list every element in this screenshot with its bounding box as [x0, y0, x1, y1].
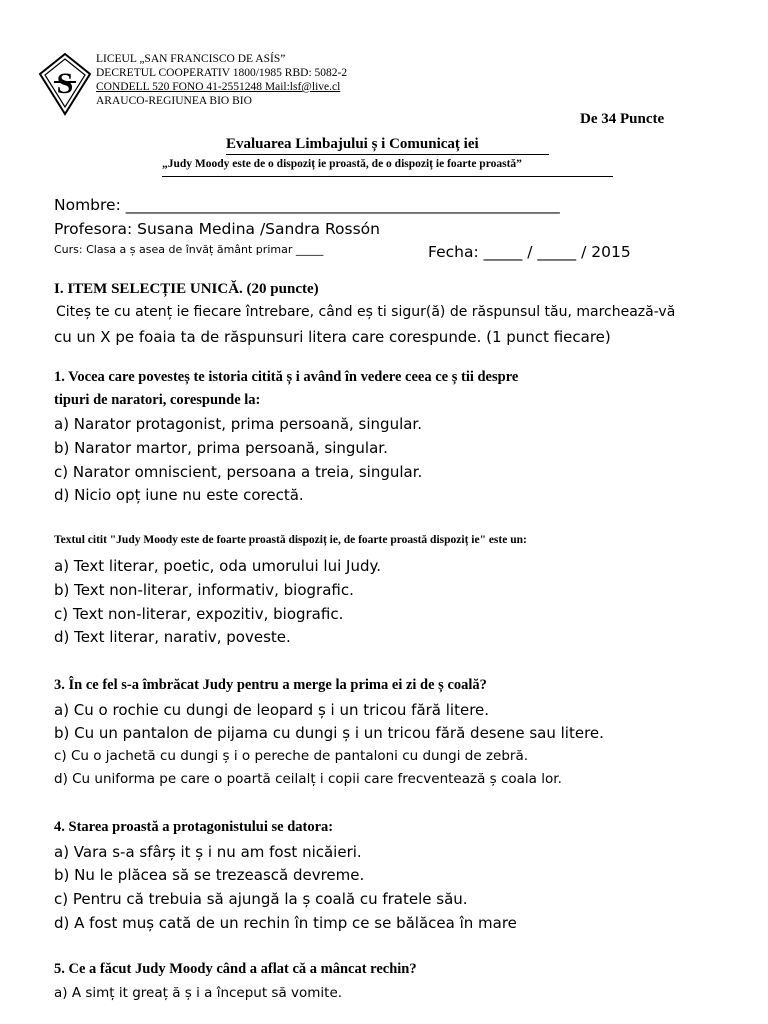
school-logo [38, 52, 92, 116]
question-4-option-d: d) A fost muș cată de un rechin în timp ce se bălăcea în mare [54, 914, 517, 932]
question-3-text: 3. În ce fel s-a îmbrăcat Judy pentru a merge la prima ei zi de ș coală? [54, 677, 487, 693]
school-contact: CONDELL 520 FONO 41-2551248 Mail:lsf@live.cl [96, 81, 341, 93]
question-3-option-d: d) Cu uniforma pe care o poartă ceilalț i copii care frecventează ș coala lor. [54, 771, 562, 787]
question-2-option-d: d) Text literar, narativ, poveste. [54, 628, 291, 646]
title-underline [226, 154, 549, 155]
instruction-line-1: Citeș te cu atenț ie fiecare întrebare, când eș ti sigur(ă) de răspunsul tău, marchează-vă [56, 304, 676, 320]
question-2-text: Textul citit "Judy Moody este de foarte proastă dispoziț ie, de foarte proastă dispoziț ie" este un: [54, 534, 527, 546]
question-4-option-a: a) Vara s-a sfârș it ș i nu am fost nicăieri. [54, 843, 362, 861]
question-1-option-b: b) Narator martor, prima persoană, singular. [54, 439, 388, 457]
date-field: Fecha: _____ / _____ / 2015 [428, 243, 631, 261]
question-4-option-c: c) Pentru că trebuia să ajungă la ș coală cu fratele său. [54, 890, 468, 908]
question-2-option-c: c) Text non-literar, expozitiv, biografic. [54, 605, 344, 623]
question-1-text-line-1: 1. Vocea care povesteș te istoria citită ș i având în vedere ceea ce ș tii despre [54, 369, 519, 385]
school-region: ARAUCO-REGIUNEA BIO BIO [96, 95, 252, 107]
question-5-text: 5. Ce a făcut Judy Moody când a aflat că a mâncat rechin? [54, 961, 417, 977]
total-points: De 34 Puncte [580, 111, 665, 127]
name-field: Nombre: ________________________________________________________ [54, 196, 560, 214]
course-field: Curs: Clasa a ș asea de învăț ământ primar _____ [54, 243, 324, 256]
document-title: Evaluarea Limbajului ș i Comunicaț iei [226, 136, 479, 152]
section-heading: I. ITEM SELECȚIE UNICĂ. (20 puncte) [54, 281, 319, 297]
subtitle-underline [162, 176, 613, 177]
question-2-option-a: a) Text literar, poetic, oda umorului lui Judy. [54, 557, 381, 575]
question-5-option-a: a) A simț it greaț ă ș i a început să vomite. [54, 985, 343, 1001]
document-subtitle: „Judy Moody este de o dispoziț ie proastă, de o dispoziț ie foarte proastă” [162, 158, 522, 170]
question-3-option-a: a) Cu o rochie cu dungi de leopard ș i un tricou fără litere. [54, 701, 490, 719]
question-4-option-b: b) Nu le plăcea să se trezească devreme. [54, 866, 365, 884]
question-1-option-a: a) Narator protagonist, prima persoană, singular. [54, 415, 422, 433]
question-2-option-b: b) Text non-literar, informativ, biografic. [54, 581, 354, 599]
question-1-option-d: d) Nicio opț iune nu este corectă. [54, 486, 304, 504]
instruction-line-2: cu un X pe foaia ta de răspunsuri litera care corespunde. (1 punct fiecare) [54, 328, 611, 346]
teacher-field: Profesora: Susana Medina /Sandra Rossón [54, 220, 380, 238]
question-3-option-b: b) Cu un pantalon de pijama cu dungi ș i un tricou fără desene sau litere. [54, 724, 604, 742]
question-1-option-c: c) Narator omniscient, persoana a treia, singular. [54, 463, 423, 481]
school-decree: DECRETUL COOPERATIV 1800/1985 RBD: 5082-2 [96, 67, 348, 79]
logo-letter: S [56, 67, 74, 100]
question-4-text: 4. Starea proastă a protagonistului se datora: [54, 819, 334, 835]
school-name: LICEUL „SAN FRANCISCO DE ASÍS” [96, 53, 286, 65]
question-1-text-line-2: tipuri de naratori, corespunde la: [54, 392, 261, 408]
question-3-option-c: c) Cu o jachetă cu dungi ș i o pereche de pantaloni cu dungi de zebră. [54, 748, 529, 764]
